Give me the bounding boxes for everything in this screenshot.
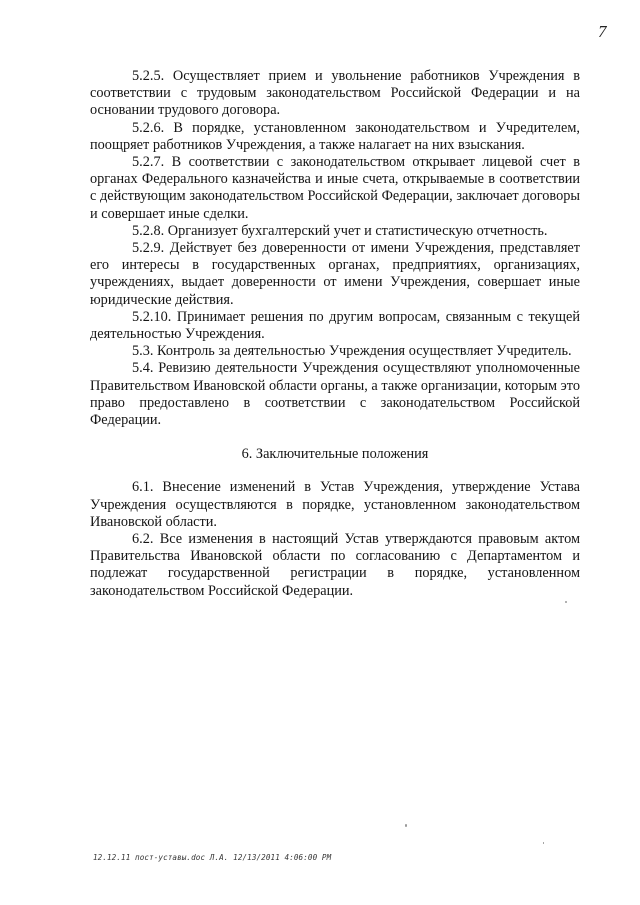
page-number: 7 [598, 22, 607, 41]
scan-speck [405, 824, 407, 827]
section-6-heading: 6. Заключительные положения [241, 446, 429, 463]
clause-5-2-7: 5.2.7. В соответствии с законодательством открывает лицевой счет в органах Федерального казначейства и иные счета, открываемые в соответствии с действующим законодательством Российской Федерации, заключает договоры и совершает иные сделки. [90, 154, 580, 222]
scan-speck [543, 842, 544, 844]
scan-speck [565, 601, 567, 603]
document-body [90, 68, 580, 600]
document-footer: 12.12.11 пост-уставы.doc Л.А. 12/13/2011 4:06:00 PM [93, 853, 332, 862]
clause-5-3: 5.3. Контроль за деятельностью Учреждения осуществляет Учредитель. [132, 343, 572, 360]
clause-5-2-8: 5.2.8. Организует бухгалтерский учет и статистическую отчетность. [132, 222, 548, 239]
clause-5-2-6: 5.2.6. В порядке, установленном законодательством и Учредителем, поощряет работников Учреждения, а также налагает на них взыскания. [90, 119, 580, 153]
clause-5-4: 5.4. Ревизию деятельности Учреждения осуществляют уполномоченные Правительством Ивановской области органы, а также организации, которым это право предоставлено в соответствии с законодательством Российской Федерации. [90, 360, 580, 429]
clause-6-1: 6.1. Внесение изменений в Устав Учреждения, утверждение Устава Учреждения осуществляются в порядке, установленном законодательством Ивановской области. [90, 479, 580, 530]
clause-6-2: 6.2. Все изменения в настоящий Устав утверждаются правовым актом Правительства Ивановской области по согласованию с Департаментом и подлежат государственной регистрации в порядке, установленном законодательством Российской Федерации. [90, 531, 580, 599]
clause-5-2-5: 5.2.5. Осуществляет прием и увольнение работников Учреждения в соответствии с трудовым законодательством Российской Федерации и на основании трудового договора. [90, 68, 580, 119]
clause-5-2-10: 5.2.10. Принимает решения по другим вопросам, связанным с текущей деятельностью Учреждения. [90, 308, 580, 343]
clause-5-2-9: 5.2.9. Действует без доверенности от имени Учреждения, представляет его интересы в государственных органах, предприятиях, организациях, учреждениях, выдает доверенности от имени Учреждения, совершает иные юридические действия. [90, 240, 580, 308]
